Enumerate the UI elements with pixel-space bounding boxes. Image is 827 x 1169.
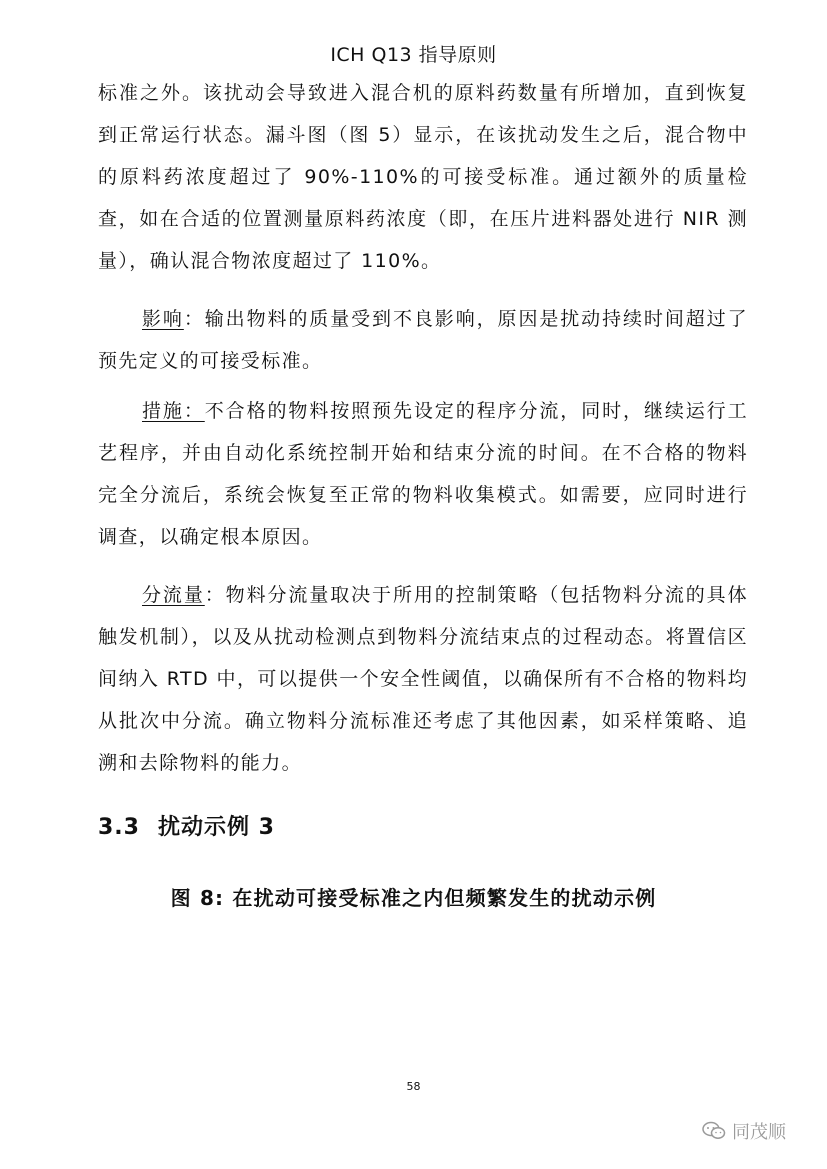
paragraph-diversion-amount [98, 574, 748, 784]
page-header: ICH Q13 指导原则 [330, 44, 497, 66]
wechat-icon [702, 1121, 726, 1141]
paragraph-measures [98, 390, 748, 558]
watermark [702, 1118, 786, 1144]
measures-text: 不合格的物料按照预先设定的程序分流，同时，继续运行工艺程序，并由自动化系统控制开始和结束分流的时间。在不合格的物料完全分流后，系统会恢复至正常的物料收集模式。如需要，应同时进行调查，以确定根本原因。 [98, 400, 749, 548]
impact-text: ：输出物料的质量受到不良影响，原因是扰动持续时间超过了预先定义的可接受标准。 [98, 308, 748, 372]
section-title-text: 扰动示例 3 [157, 815, 275, 840]
section-heading [98, 810, 275, 841]
paragraph-impact [98, 298, 748, 382]
page-number: 58 [406, 1080, 421, 1093]
term-impact: 影响 [142, 308, 184, 330]
paragraph-disturbance-description: 标准之外。该扰动会导致进入混合机的原料药数量有所增加，直到恢复到正常运行状态。漏斗图（图 5）显示，在该扰动发生之后，混合物中的原料药浓度超过了 90%-110%的可接受标准。通过额外的质量检查，如在合适的位置测量原料药浓度（即，在压片进料器处进行 NIR 测量），确认混合物浓度超过了 110%。 [98, 82, 748, 272]
watermark-text: 同茂顺 [732, 1122, 786, 1143]
section-number: 3.3 [98, 815, 140, 840]
term-diversion-amount: 分流量 [142, 584, 205, 606]
diversion-amount-text: ：物料分流量取决于所用的控制策略（包括物料分流的具体触发机制），以及从扰动检测点到物料分流结束点的过程动态。将置信区间纳入 RTD 中，可以提供一个安全性阈值，以确保所有不合格的物料均从批次中分流。确立物料分流标准还考虑了其他因素，如采样策略、追溯和去除物料的能力。 [98, 584, 749, 774]
figure-caption: 图 8: 在扰动可接受标准之内但频繁发生的扰动示例 [170, 886, 657, 910]
term-measures: 措施： [142, 400, 205, 422]
